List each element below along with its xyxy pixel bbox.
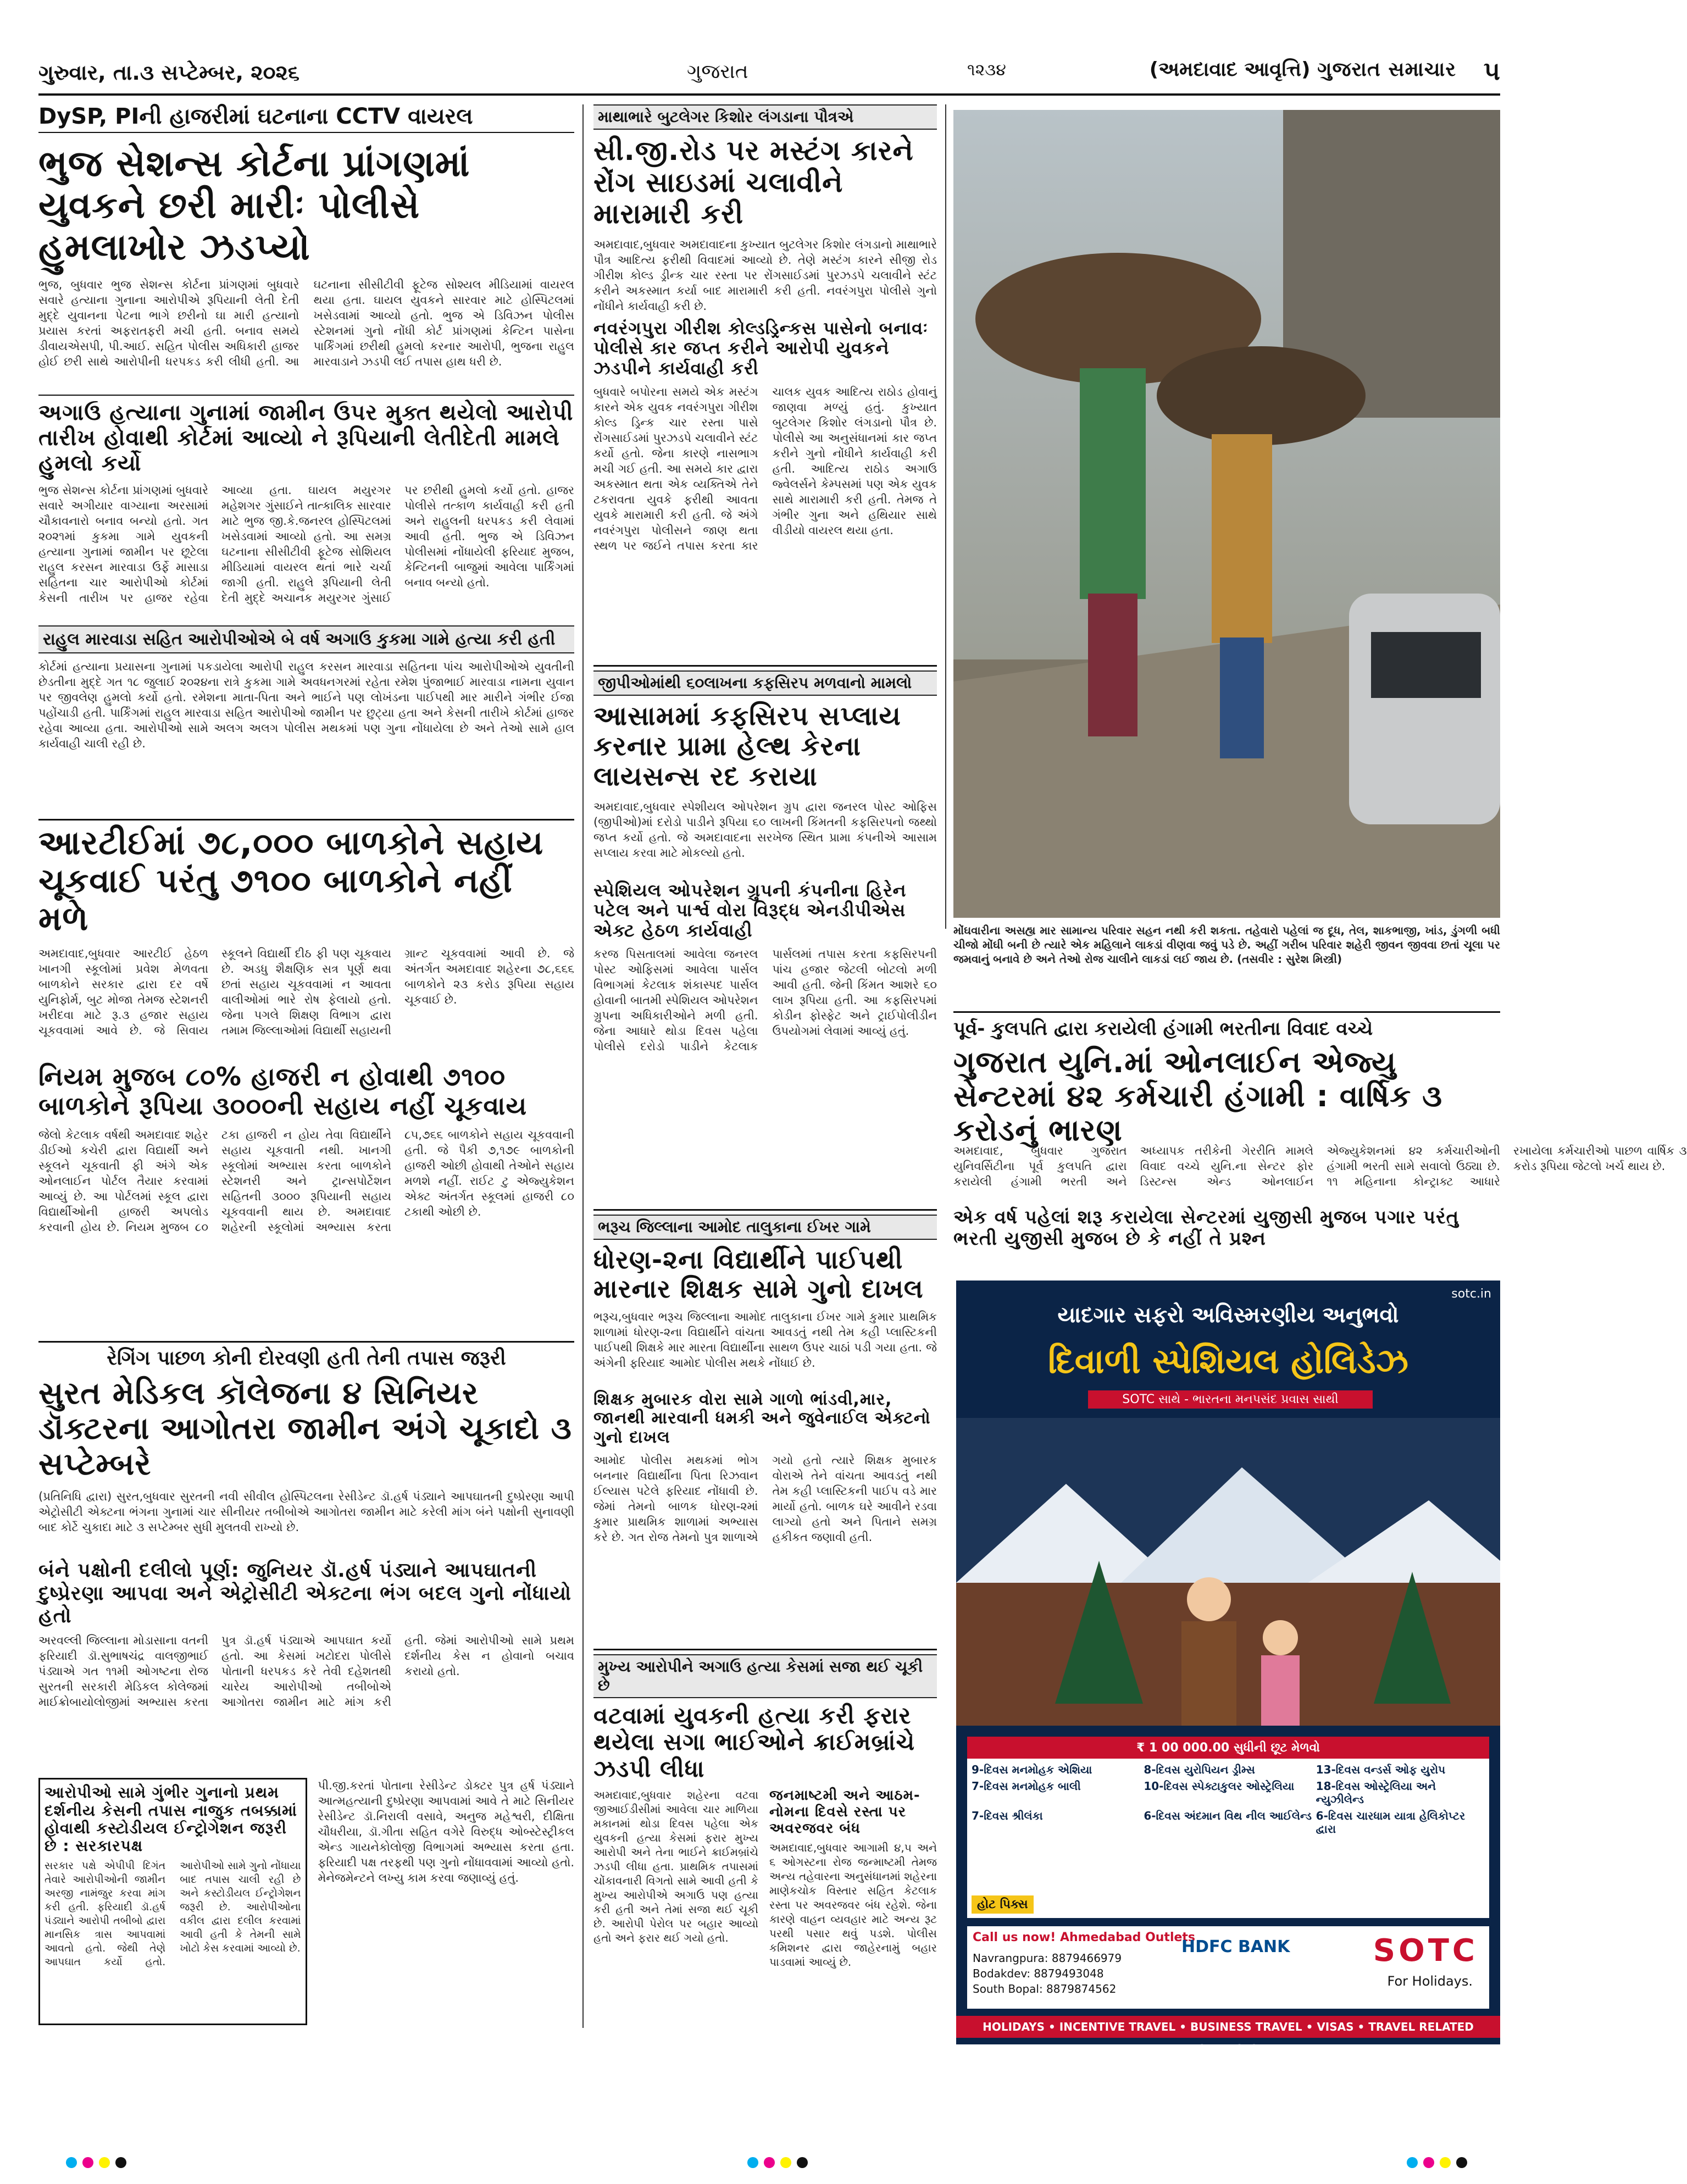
- header-edition: (અમદાવાદ આવૃત્તિ) ગુજરાત સમાચાર: [1149, 58, 1456, 81]
- boxed-story: [38, 1778, 307, 2025]
- tour-item[interactable]: 10-દિવસ સ્પેક્ટાકુલર ઓસ્ટ્રેલિયા: [1144, 1780, 1295, 1793]
- story-body: અમદાવાદ,બુધવાર અમદાવાદના કુખ્યાત બુટલેગર કિશોર લંગડાનો માથાભારે પૌત્ર આદિત્ય ફરીથી વિવાદમાં આવ્યો છે. તેણે મસ્ટંગ કારને સીજી રોડ ગીરીશ કોલ્ડ ડ્રીન્ક ચાર રસ્તા પર રોંગસાઈડમાં પુરઝડપે ચલાવીને સ્ટંટ કરીને અકસ્માત કર્યા બાદ મારામારી કરી હતી. નવરંગપુરા પોલીસે ગુનો નોંધીને કાર્યવાહી કરી છે.: [593, 237, 937, 313]
- headline: ગુજરાત યુનિ.માં ઓનલાઈન એજ્યુ સેન્ટરમાં ૪૨ કર્મચારી હંગામી : વાર્ષિક ૩ કરોડનું ભારણ: [953, 1045, 1443, 1148]
- ad-offer: ₹ 1 00 000.00 સુધીની છૂટ મેળવો: [1136, 1740, 1320, 1755]
- story-railways-area: [953, 1143, 1687, 1250]
- story-body: પી.જી.કરતાં પોતાના રેસીડેન્ટ ડોક્ટર પુત્ર હર્ષ પંડ્યાને આત્મહત્યાની દુષ્પ્રેરણા આપવામાં આવે તે માટે સિનીયર રેસીડેન્ટ ડૉ.નિરાલી વસાવે, અનુજ મહેશ્વરી, દીક્ષિતા ચૌધરીયા, ડૉ.ગીતા સહિત વગેરે વિરુદ્ધ ઓબ્સ્ટેસ્ટ્રીકલ એન્ડ ગાયનેકોલોજી વિભાગમાં અભ્યાસ કરતા હતા. ફરિયાદી પક્ષ તરફથી પણ ગુનો નોંધાવવામાં આવ્યો હતો. મેનેજમેન્ટને લખ્યુ કામ કરવા જણાવ્યું હતું.: [318, 1779, 574, 1885]
- subheadline: રાહુલ મારવાડા સહિત આરોપીઓએ બે વર્ષ અગાઉ કુકમા ગામે હત્યા કરી હતી: [38, 625, 574, 653]
- story-bhuj: [38, 104, 574, 873]
- sotc-logo: SOTC: [1373, 1933, 1478, 1969]
- story-body: અમદાવાદ, બુધવાર ગુજરાત યુનિવર્સિટીના પૂર્વ કુલપતિ દ્વારા કરાયેલી હંગામી ભરતી અને અધ્યાપક તરીકેની ગેરરીતિ મામલે વિવાદ વચ્ચે યુનિ.ના સેન્ટર ફોર ડિસ્ટન્સ એન્ડ ઓનલાઈન એજ્યુકેશનમાં ૪૨ કર્મચારીઓની હંગામી ભરતી સામે સવાલો ઉઠ્યા છે. ૧૧ મહિનાના કોન્ટ્રાક્ટ આધારે રખાયેલા કર્મચારીઓ પાછળ વાર્ષિક ૩ કરોડ રૂપિયા જેટલો ખર્ચ થાય છે.: [953, 1144, 1687, 1188]
- headline: સુરત મેડિકલ કૉલેજના ૪ સિનિયર ડૉક્ટરના આગોતરા જામીન અંગે ચૂકાદો ૩ સપ્ટેમ્બરે: [38, 1376, 572, 1482]
- header-number: ૧૨૩૪: [967, 60, 1006, 80]
- subheadline: એક વર્ષ પહેલાં શરૂ કરાયેલા સેન્ટરમાં યુજીસી મુજબ પગાર પરંતુ ભરતી યુજીસી મુજબ છે કે નહીં તે પ્રશ્ન: [953, 1206, 1460, 1250]
- kicker: મુખ્ય આરોપીને અગાઉ હત્યા કેસમાં સજા થઈ ચૂકી છે: [593, 1654, 937, 1698]
- ad-contact-strip: [967, 1926, 1489, 2009]
- kicker: માથાભારે બુટલેગર કિશોર લંગડાના પૌત્રએ: [593, 104, 937, 130]
- rule: [953, 1011, 1500, 1013]
- kicker: DySP, PIની હાજરીમાં ઘટનાના CCTV વાયરલ: [38, 104, 574, 133]
- ad-photo-family-christmas-market: [956, 1418, 1500, 1726]
- kicker: ભરૂચ જિલ્લાના આમોદ તાલુકાના ઈખર ગામે: [593, 1215, 937, 1240]
- registration-dots: [38, 2154, 1500, 2171]
- ad-brand-link[interactable]: sotc.in: [1451, 1287, 1491, 1301]
- story-body: જેલો કેટલાક વર્ષથી અમદાવાદ શહેર ડીઈઓ કચેરી દ્વારા વિદ્યાર્થી અને સ્કૂલને ચૂકવાતી ફી અંગે એક ઓનલાઈન પોર્ટલ તૈયાર કરવામાં આવ્યું છે. આ પોર્ટલમાં સ્કૂલ દ્વારા વિદ્યાર્થીઓની હાજરી અપલોડ કરવાની હોય છે. નિયમ મુજબ ૮૦ ટકા હાજરી ન હોય તેવા વિદ્યાર્થીને સહાય ચૂકવાતી નથી. ખાનગી સ્કૂલોમાં અભ્યાસ કરતા બાળકોને સ્ટેશનરી અને ટ્રાન્સપોર્ટેશન સહિતની ૩૦૦૦ રૂપિયાની સહાય ચૂકવવાની થાય છે. અમદાવાદ શહેરની સ્કૂલોમાં અભ્યાસ કરતા ૮૫,૭૬૬ બાળકોને સહાય ચૂકવવાની હતી. જે પૈકી ૭,૧૭૯ બાળકોની હાજરી ઓછી હોવાથી તેઓને સહાય મળશે નહીં. રાઈટ ટુ એજ્યુકેશન એક્ટ અંતર્ગત સ્કૂલમાં હાજરી ૮૦ ટકાથી ઓછી છે.: [38, 1128, 574, 1234]
- subheadline: શિક્ષક મુબારક વોરા સામે ગાળો ભાંડવી,માર, જાનથી મારવાની ધમકી અને જુવેનાઈલ એક્ટનો ગુનો દાખલ: [593, 1389, 931, 1447]
- story-vatva: [593, 1654, 937, 2063]
- photo-women-carrying-firewood: [953, 110, 1500, 918]
- tour-item[interactable]: 13-દિવસ વન્ડર્સ ઓફ યુરોપ: [1316, 1763, 1446, 1776]
- subheadline: અગાઉ હત્યાના ગુનામાં જામીન ઉપર મુક્ત થયેલો આરોપી તારીખ હોવાથી કોર્ટમાં આવ્યો ને રૂપિયાની લેતીદેતી મામલે હુમલો કર્યો: [38, 395, 574, 476]
- rule: [38, 819, 574, 821]
- ad-subtag: SOTC સાથે - ભારતના મનપસંદ પ્રવાસ સાથી: [1088, 1390, 1373, 1409]
- ad-outlets: [973, 1950, 1122, 1997]
- story-body: અમદાવાદ,બુધવાર આરટીઈ હેઠળ ખાનગી સ્કૂલોમાં પ્રવેશ મેળવતા બાળકોને સરકાર દ્વારા દર વર્ષે યુનિફોર્મ, બુટ મોજા તેમજ સ્ટેશનરી ખરીદવા માટે રૂ.૩ હજાર સહાય ચૂકવવામાં આવે છે. જે સિવાય સ્કૂલને વિદ્યાર્થી દીઠ ફી પણ ચૂકવાય છે. અડધુ શૈક્ષણિક સત્ર પૂર્ણ થવા છતાં સહાય ચૂકવવામાં ન આવતા વાલીઓમાં ભારે રોષ ફેલાયો હતો. જેના પગલે શિક્ષણ વિભાગ દ્વારા તમામ જિલ્લાઓમાં વિદ્યાર્થી સહાયની ગ્રાન્ટ ચૂકવવામાં આવી છે. જે અંતર્ગત અમદાવાદ શહેરના ૭૮,૬૬૬ બાળકોને ૨૩ કરોડ રૂપિયા સહાય ચૂકવાઈ છે.: [38, 947, 574, 1037]
- story-gujarat-uni: [953, 1017, 1500, 1154]
- story-cg-road: [593, 104, 937, 615]
- ad-hot-picks: હોટ પિક્સ: [972, 1895, 1034, 1914]
- story-body: ભુજ સેશન્સ કોર્ટના પ્રાંગણમાં બુધવારે સવારે અગીયાર વાગ્યાના અરસામાં ચૌકાવનારો બનાવ બન્યો હતો. ગત ૨૦૨૧માં કુકમા ગામે યુવકની હત્યાના ગુનામાં જામીન પર છૂટેલા રાહુલ કરસન મારવાડા ઉર્ફે માસાડા સહિતના ચાર આરોપીઓ કોર્ટમાં કેસની તારીખ પર હાજર રહેવા આવ્યા હતા. ઘાયલ મયુરગર મહેશગર ગુંસાઈને તાત્કાલિક સારવાર માટે ભુજ જી.કે.જનરલ હોસ્પિટલમાં ખસેડવામાં આવ્યો હતો. આ સમગ્ર ઘટનાના સીસીટીવી ફૂટેજ સોશિયલ મીડિયામાં વાયરલ થતાં ભારે ચર્ચા જાગી હતી. રાહુલે રૂપિયાની લેતી દેતી મુદ્દે અચાનક મયુરગર ગુંસાઈ પર છરીથી હુમલો કર્યો હતો. હાજર પોલીસે તત્કાળ કાર્યવાહી કરી હતી અને રાહુલની ધરપકડ કરી લેવામાં આવી હતી. ભુજ એ ડિવિઝન પોલીસમાં નોંધાયેલી ફરિયાદ મુજબ, કેન્ટિનની બાજુમાં આવેલા પાર્કિંગમાં બનાવ બન્યો હતો.: [38, 483, 574, 605]
- column-rule: [582, 104, 584, 2028]
- story-surat-medical: [38, 1346, 574, 2025]
- ad-call: Call us now! Ahmedabad Outlets: [973, 1931, 1196, 1944]
- hdfc-bank-logo: HDFC BANK: [1181, 1937, 1290, 1956]
- story-body: સરકાર પક્ષે એપીપી દિગંત તેવારે આરોપીઓની જામીન અરજી નામંજુર કરવા માંગ કરી હતી. ફરિયાદી ડૉ.હર્ષ પંડ્યાને આરોપી તબીબો દ્વારા માનસિક ત્રાસ આપવામાં આવતો હતો. જેથી તેણે આપઘાત કર્યો હતો. આરોપીઓ સામે ગુનો નોંધાયા બાદ તપાસ ચાલી રહી છે અને કસ્ટોડીયલ ઈન્ટ્રોગેશન જરૂરી છે. આરોપીઓના વકીલ દ્વારા દલીલ કરવામાં આવી હતી કે તેમની સામે ખોટો કેસ કરવામાં આવ્યો છે.: [45, 1860, 301, 1969]
- news-photo: [953, 110, 1500, 918]
- rule: [593, 1209, 937, 1211]
- rule: [593, 1649, 937, 1650]
- ad-offer-bar: [967, 1737, 1489, 1759]
- ad-outlet[interactable]: South Bopal: 8879874562: [973, 1982, 1117, 1995]
- story-body: (પ્રતિનિધિ દ્વારા) સુરત,બુધવાર સુરતની નવી સીવીલ હોસ્પિટલના રેસીડેન્ટ ડૉ.હર્ષ પંડ્યાને આપઘાતની દુષ્પ્રેરણા આપી એટ્રોસીટી એક્ટના ભંગના ગુનામાં ચાર સીનીયર તબીબોએ આગોતરા જામીન માટે કરેલી માંગ બંને પક્ષોની સુનાવણી બાદ કોર્ટે ચુકાદા માટે ૩ સપ્ટેમ્બર સુધી મુલતવી રાખ્યો છે.: [38, 1490, 574, 1534]
- story-body: કરજ પિસતાલમાં આવેલા જનરલ પોસ્ટ ઓફિસમાં આવેલા પાર્સલ વિભાગમાં કેટલાક શંકાસ્પદ પાર્સલ હોવાની બાતમી સ્પેશિયલ ઓપરેશન ગ્રુપના અધિકારીઓને મળી હતી. જેના આધારે થોડા દિવસ પહેલા પોલીસે દરોડો પાડીને કેટલાક પાર્સલમાં તપાસ કરતા કફસિરપની પાંચ હજાર જેટલી બોટલો મળી આવી હતી. જેની કિંમત આશરે ૬૦ લાખ રૂપિયા હતી. આ કફસિરપમાં કોડીન ફોસ્ફેટ અને ટ્રાઈપોલીડીન ઉપયોગમાં લેવામાં આવ્યું હતું.: [593, 947, 937, 1053]
- subheadline: નિયમ મુજબ ૮૦% હાજરી ન હોવાથી ૭૧૦૦ બાળકોને રૂપિયા ૩૦૦૦ની સહાય નહીં ચૂકવાય: [38, 1062, 528, 1121]
- subheadline: જનમાષ્ટમી અને આઠમ-નોમના દિવસે રસ્તા પર અવરજવર બંધ: [769, 1787, 920, 1837]
- story-body: બુધવારે બપોરના સમયે એક મસ્ટંગ કારને એક યુવક નવરંગપુરા ગીરીશ કોલ્ડ ડ્રિન્ક ચાર રસ્તા પાસે રોંગસાઈડમાં પુરઝડપે ચલાવીને સ્ટંટ કર્યો હતો. જેના કારણે નાસભાગ મચી ગઈ હતી. આ સમયે કાર દ્વારા અકસ્માત થતા એક વ્યક્તિએ તેને ટકરાવતા યુવકે ફરીથી આવતા યુવકે મારામારી કરી હતી. જે અંગે નવરંગપુરા પોલીસને જાણ થતા સ્થળ પર જઈને તપાસ કરતા કાર ચાલક યુવક આદિત્ય રાઠોડ હોવાનું જાણવા મળ્યું હતું. કુખ્યાત બુટલેગર કિશોર લંગડાનો પૌત્ર છે. પોલીસે આ અનુસંધાનમાં કાર જપ્ત કરીને ગુનો નોંધીને કાર્યવાહી કરી હતી. આદિત્ય રાઠોડ અગાઉ જ્વેલર્સને કેમ્પસમાં પણ એક યુવક સાથે મારામારી કરી હતી. તેમજ તે ગંભીર ગુના અને હથિયાર સાથે વીડીયો વાયરલ થયા હતા.: [593, 385, 937, 552]
- page-number: ૫: [1483, 56, 1500, 86]
- tour-item[interactable]: 9-દિવસ મનમોહક એશિયા: [972, 1763, 1092, 1776]
- ad-tour-grid: [967, 1737, 1489, 1918]
- tour-item[interactable]: 6-દિવસ અંદમાન વિથ નીલ આઈલેન્ડ: [1144, 1809, 1312, 1822]
- headline: ધોરણ-૨ના વિદ્યાર્થીને પાઈપથી મારનાર શિક્ષક સામે ગુનો દાખલ: [593, 1245, 924, 1304]
- ad-outlet[interactable]: Bodakdev: 8879493048: [973, 1967, 1104, 1980]
- print-registration-strip: [38, 2154, 1500, 2171]
- tour-item[interactable]: 8-દિવસ યુરોપિયન ડ્રીમ્સ: [1144, 1763, 1255, 1776]
- ad-title: દિવાળી સ્પેશિયલ હોલિડેઝ: [1048, 1341, 1408, 1381]
- story-body: આમોદ પોલીસ મથકમાં ભોગ બનનાર વિદ્યાર્થીના પિતા રિઝવાન ઈલ્યાસ પટેલે ફરિયાદ નોંધાવી છે. જેમાં તેમનો બાળક ધોરણ-૨માં કુમાર પ્રાથમિક શાળામાં અભ્યાસ કરે છે. ગત રોજ તેમનો પુત્ર શાળાએ ગયો હતો ત્યારે શિક્ષક મુબારક વોરાએ તેને વાંચતા આવડતું નથી તેમ કહી પ્લાસ્ટિકની પાઈપ વડે માર માર્યો હતો. બાળક ઘરે આવીને રડવા લાગ્યો હતો અને પિતાને સમગ્ર હકીકત જણાવી હતી.: [593, 1454, 937, 1544]
- tour-item[interactable]: 7-દિવસ શ્રીલંકા: [972, 1809, 1043, 1822]
- story-cough-syrup: [593, 670, 937, 1177]
- subheadline: આરોપીઓ સામે ગુંભીર ગુનાનો પ્રથમ દર્શનીય કેસની તપાસ નાજુક તબક્કામાં હોવાથી કસ્ટોડીયલ ઈન્ટ્રોગેશન જરૂરી છે : સરકારપક્ષ: [45, 1783, 297, 1855]
- column-rule: [945, 104, 946, 929]
- rule: [38, 1341, 574, 1343]
- story-body: અમદાવાદ,બુધવાર આગામી ૪,૫ અને ૬ ઓગસ્ટના રોજ જન્માષ્ટમી તેમજ અન્ય તહેવારના અનુસંધાનમાં શહેરના માણેકચોક વિસ્તાર સહિત કેટલાક રસ્તા પર અવરજવર બંધ રહેશે. જેના કારણે વાહન વ્યવહાર માટે અન્ય રૂટ પરથી પસાર થવું પડશે. પોલીસ કમિશનર દ્વારા જાહેરનામું બહાર પાડવામાં આવ્યું છે.: [769, 1841, 937, 1969]
- kicker: પૂર્વ- કુલપતિ દ્વારા કરાયેલી હંગામી ભરતીના વિવાદ વચ્ચે: [953, 1018, 1373, 1040]
- tour-item[interactable]: 6-દિવસ ચારધામ યાત્રા હેલિકોપ્ટર દ્વારા: [1316, 1809, 1466, 1836]
- headline: સી.જી.રોડ પર મસ્ટંગ કારને રોંગ સાઇડમાં ચલાવીને મારામારી કરી: [593, 135, 914, 230]
- headline: આરટીઈમાં ૭૮,૦૦૦ બાળકોને સહાય ચૂકવાઈ પરંતુ ૭૧૦૦ બાળકોને નહીં મળે: [38, 824, 544, 938]
- story-body: ભુજ, બુધવાર ભુજ સેશન્સ કોર્ટના પ્રાંગણમાં બુધવારે સવારે હત્યાના ગુનાના આરોપીએ રૂપિયાની લેતી દેતી મુદ્દે યુવાનના પેટના ભાગે છરીનો ઘા મારી હત્યાનો પ્રયાસ કરતાં અફરાતફરી મચી હતી. બનાવ સમયે ડીવાયએસપી, પી.આઈ. સહિત પોલીસ અધિકારી હાજર હોઈ છરી સાથે આરોપીની ધરપકડ કરી લીધી હતી. આ ઘટનાના સીસીટીવી ફૂટેજ સોશ્યલ મીડિયામાં વાયરલ થયા હતા. ઘાયલ યુવકને સારવાર માટે હોસ્પિટલમાં ખસેડવામાં આવ્યો હતો. ભુજ એ ડિવિઝન પોલીસ સ્ટેશનમાં ગુનો નોંધી કોર્ટ પ્રાંગણમાં કેન્ટિન પાસેના પાર્કિંગમાં છરીથી હુમલો કરનાર આરોપી, ભુજના રાહુલ મારવાડાને ઝડપી લઈ તપાસ હાથ ધરી છે.: [38, 278, 574, 368]
- header-date: ગુરુવાર, તા.૩ સપ્ટેમ્બર, ૨૦૨૬: [38, 60, 300, 85]
- ad-footer: HOLIDAYS • INCENTIVE TRAVEL • BUSINESS TRAVEL • VISAS • TRAVEL RELATED SERVICES: [956, 2016, 1500, 2038]
- kicker: રેગિંગ પાછળ કોની દોરવણી હતી તેની તપાસ જરૂરી: [107, 1347, 506, 1370]
- caption-text: મોંઘવારીના અસહ્ય માર સામાન્ય પરિવાર સહન નથી કરી શકતા. તહેવારો પહેલાં જ દૂધ, તેલ, શાકભાજી, ખાંડ, ડુંગળી બધી ચીજો મોંઘી બની છે ત્યારે એક મહિલાને લાકડાં વીણવા જવું પડે છે. અહીં ગરીબ પરિવાર શહેરી જીવન જીવવા છતાં ચૂલા પર જમવાનું બનાવે છે અને તેઓ રોજ ચાલીને લાકડાં લઈ જાય છે.: [953, 924, 1500, 966]
- subheadline: નવરંગપુરા ગીરીશ કોલ્ડડ્રિન્કસ પાસેનો બનાવઃ પોલીસે કાર જપ્ત કરીને આરોપી યુવકને ઝડપીને કાર્યવાહી કરી: [593, 317, 929, 379]
- story-body: અમદાવાદ,બુધવાર શહેરના વટવા જીઆઈડીસીમાં આવેલા ચાર માળિયા મકાનમાં થોડા દિવસ પહેલા એક યુવકની હત્યા કેસમાં ફરાર મુખ્ય આરોપી અને તેના ભાઈને ક્રાઈમબ્રાંચે ઝડપી લીધા હતા. પ્રાથમિક તપાસમાં ચોંકાવનારી વિગતો સામે આવી હતી કે મુખ્ય આરોપીએ અગાઉ પણ હત્યા કરી હતી અને તેમાં સજા થઈ ચૂકી છે. આરોપી પેરોલ પર બહાર આવ્યો હતો અને ફરાર થઈ ગયો હતો.: [593, 1788, 758, 1944]
- headline: વટવામાં યુવકની હત્યા કરી ફરાર થયેલા સગા ભાઈઓને ક્રાઈમબ્રાંચે ઝડપી લીધા: [593, 1702, 915, 1782]
- ad-holidays: For Holidays.: [1387, 1974, 1473, 1989]
- rule: [593, 665, 937, 667]
- tour-item[interactable]: 18-દિવસ ઓસ્ટ્રેલિયા અને ન્યુઝીલેન્ડ: [1316, 1780, 1436, 1806]
- story-body: અરવલ્લી જિલ્લાના મોડાસાના વતની ફરિયાદી ડૉ.સુભાષચંદ્ર વાલજીભાઈ પંડ્યાએ ગત ૧૧મી ઓગષ્ટના રોજ સુરતની સરકારી મેડિકલ કોલેજમાં માઈક્રોબાયોલોજીમાં અભ્યાસ કરતા પુત્ર ડૉ.હર્ષ પંડ્યાએ આપઘાત કર્યો હતો. આ કેસમાં ખટોદરા પોલીસે પોતાની ધરપકડ કરે તેવી દહેશતથી ચારેય આરોપીઓ તબીબોએ આગોતરા જામીન માટે માંગ કરી હતી. જેમાં આરોપીઓ સામે પ્રથમ દર્શનીય કેસ ન હોવાનો બચાવ કરાયો હતો.: [38, 1634, 574, 1709]
- story-bharuch-teacher: [593, 1215, 937, 1650]
- headline: આસામમાં કફસિરપ સપ્લાય કરનાર પ્રામા હેલ્થ કેરના લાયસન્સ રદ કરાયા: [593, 701, 901, 792]
- story-body: અમદાવાદ,બુધવાર સ્પેશીયલ ઓપરેશન ગ્રુપ દ્વારા જનરલ પોસ્ટ ઓફિસ (જીપીઓ)માં દરોડો પાડીને રૂપિયા ૬૦ લાખની કિંમતની કફસિરપનો જથ્થો જપ્ત કર્યો હતો. જે અમદાવાદના સરખેજ સ્થિત પ્રામા કંપનીએ આસામ સપ્લાય કરવા માટે મોકલ્યો હતો.: [593, 800, 937, 860]
- story-body: ભરૂચ,બુધવાર ભરૂચ જિલ્લાના આમોદ તાલુકાના ઈખર ગામે કુમાર પ્રાથમિક શાળામાં ધોરણ-૨ના વિદ્યાર્થીને વાંચતા આવડતું નથી તેમ કહી પ્લાસ્ટિકની પાઈપથી શિક્ષકે માર મારતા વિદ્યાર્થીના સાથળ ઉપર ચાઠાં પડી ગયા હતા. જે અંગેની ફરિયાદ આમોદ પોલીસ મથકે નોંધાઈ છે.: [593, 1310, 937, 1370]
- story-rte: [38, 824, 574, 1342]
- ad-tagline: યાદગાર સફરો અવિસ્મરણીય અનુભવો: [1057, 1302, 1399, 1328]
- kicker: જીપીઓમાંથી ૬૦લાખના કફસિરપ મળવાનો મામલો: [593, 670, 937, 696]
- ad-outlet[interactable]: Navrangpura: 8879466979: [973, 1952, 1122, 1965]
- sotc-advertisement[interactable]: [956, 1281, 1500, 2055]
- header-section: ગુજરાત: [687, 60, 748, 83]
- paper-logo: ગુજરાત સમાચાર: [1317, 58, 1456, 81]
- subheadline: બંને પક્ષોની દલીલો પૂર્ણ: જુનિયર ડૉ.હર્ષ પંડ્યાને આપઘાતની દુષ્પ્રેરણા આપવા અને એટ્રોસીટી એક્ટના ભંગ બદલ ગુનો નોંધાયો હતો: [38, 1559, 572, 1627]
- tour-item[interactable]: 7-દિવસ મનમોહક બાલી: [972, 1780, 1081, 1793]
- headline: ભુજ સેશન્સ કોર્ટના પ્રાંગણમાં યુવકને છરી મારીઃ પોલીસે હુમલાખોર ઝડપ્યો: [38, 142, 470, 268]
- photo-credit: (તસવીર : સુરેશ મિસ્ત્રી): [1237, 952, 1342, 966]
- photo-caption: [953, 923, 1500, 966]
- page-header: [38, 55, 1500, 96]
- story-body: કોર્ટમાં હત્યાના પ્રયાસના ગુનામાં પકડાયેલા આરોપી રાહુલ કરસન મારવાડા સહિતના પાંચ આરોપીઓએ યુવતીની છેડતીના મુદ્દે ગત ૧૮ જુલાઈ ૨૦૨૪ના રાત્રે કુકમા ગામે અવધનગરમાં રહેતા રમેશ પુંજાભાઈ મારવાડા નામના યુવાન પર જીવલેણ હુમલો કર્યો હતો. રમેશના માતા-પિતા અને ભાઈને પણ લોખંડના પાઈપથી માર મારીને ગંભીર ઈજા પહોંચાડી હતી. પાર્કિંગમાં રાહુલ મારવાડા સહિત આરોપીઓ જામીન પર છુટ્યા હતા અને કેસની તારીખે કોર્ટમાં હાજર રહેવા આવ્યા હતા. આરોપીઓ સામે અલગ અલગ પોલીસ મથકમાં પણ ગુના નોંધાયેલા છે અને તેઓ સામે હાલ કાર્યવાહી ચાલી રહી છે.: [38, 659, 574, 750]
- subheadline: સ્પેશિયલ ઓપરેશન ગ્રુપની કંપનીના હિરેન પટેલ અને પાર્શ્વ વોરા વિરૂદ્ધ એનડીપીએસ એક્ટ હેઠળ કાર્યવાહી: [593, 879, 907, 941]
